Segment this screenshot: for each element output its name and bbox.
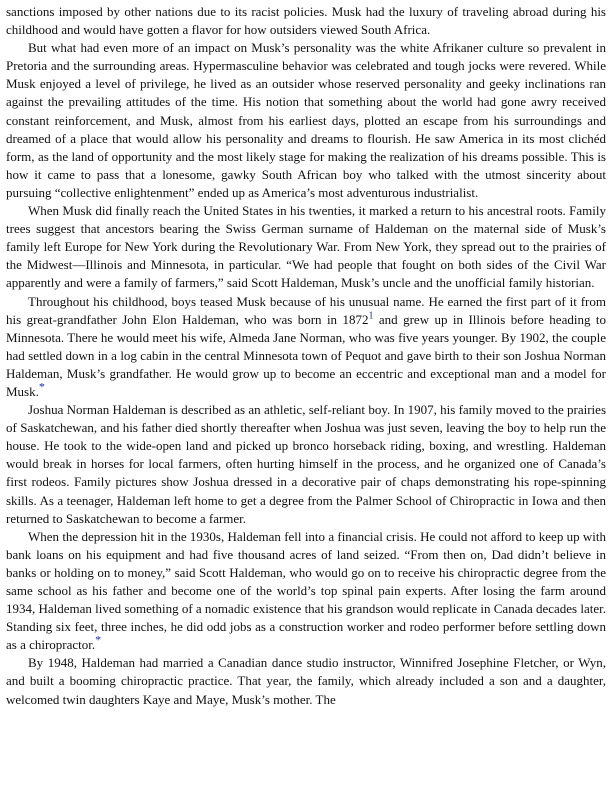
paragraph (6, 3, 606, 39)
paragraph-text: By 1948, Haldeman had married a Canadian dance studio instructor, Winnifred Josephine Fletcher, or Wyn, and built a booming chiropractic practice. That year, the family, which already included a son and a daughter, welcomed twin daughters Kaye and Maye, Musk’s mother. The (6, 655, 606, 707)
paragraph-text: Joshua Norman Haldeman is described as an athletic, self-reliant boy. In 1907, his family moved to the prairies of Saskatchewan, and his father died shortly thereafter when Joshua was just seven, leaving the boy to help run the house. He took to the wide-open land and picked up bronco horseback riding, boxing, and wrestling. Haldeman would break in horses for local farmers, often hurting himself in the process, and he organized one of Canada’s first rodeos. Family pictures show Joshua dressed in a decorative pair of chaps demonstrating his rope-spinning skills. As a teenager, Haldeman left home to get a degree from the Palmer School of Chiropractic in Iowa and then returned to Saskatchewan to become a farmer. (6, 402, 606, 526)
footnote-link[interactable]: 1 (368, 310, 374, 322)
paragraph-text: When Musk did finally reach the United States in his twenties, it marked a return to his ancestral roots. Family trees suggest that ancestors bearing the Swiss German surname of Haldeman on the maternal side of Musk’s family left Europe for New York during the Revolutionary War. From New York, they spread out to the prairies of the Midwest—Illinois and Minnesota, in particular. “We had people that fought on both sides of the Civil War apparently and were a family of farmers,” said Scott Haldeman, Musk’s uncle and the unofficial family historian. (6, 203, 606, 291)
paragraph (6, 39, 606, 202)
paragraph (6, 401, 606, 528)
paragraph-text: But what had even more of an impact on Musk’s personality was the white Afrikaner culture so prevalent in Pretoria and the surrounding areas. Hypermasculine behavior was celebrated and tough jocks were revered. While Musk enjoyed a level of privilege, he lived as an outsider whose reserved personality and geeky inclinations ran against the prevailing attitudes of the time. His notion that something about the world had gone awry received constant reinforcement, and Musk, almost from his earliest days, plotted an escape from his surroundings and dreamed of a place that would allow his personality and dreams to flourish. He saw America in its most clichéd form, as the land of opportunity and the most likely stage for making the realization of his dreams possible. This is how it came to pass that a lonesome, gawky South African boy who talked with the utmost sincerity about pursuing “collective enlightenment” ended up as America’s most adventurous industrialist. (6, 40, 606, 200)
book-page (6, 3, 606, 709)
note-marker-link[interactable]: * (38, 379, 45, 394)
note-marker-link[interactable]: * (95, 632, 102, 647)
paragraph-text: sanctions imposed by other nations due to its racist policies. Musk had the luxury of traveling abroad during his childhood and would have gotten a flavor for how outsiders viewed South Africa. (6, 4, 606, 38)
paragraph (6, 654, 606, 708)
paragraph-text: When the depression hit in the 1930s, Haldeman fell into a financial crisis. He could not afford to keep up with bank loans on his equipment and had five thousand acres of land seized. “From then on, Dad didn’t believe in banks or holding on to money,” said Scott Haldeman, who would go on to receive his chiropractic degree from the same school as his father and become one of the world’s top spinal pain experts. After losing the farm around 1934, Haldeman lived something of a nomadic existence that his grandson would replicate in Canada decades later. Standing six feet, three inches, he did odd jobs as a construction worker and rodeo performer before settling down as a chiropractor. (6, 528, 606, 653)
paragraph (6, 293, 606, 402)
paragraph (6, 528, 606, 655)
paragraph-text: and grew up in Illinois before heading to Minnesota. There he would meet his wife, Almeda Jane Norman, who was five years younger. By 1902, the couple had settled down in a log cabin in the central Minnesota town of Pequot and gave birth to their son Joshua Norman Haldeman, Musk’s grandfather. He would grow up to become an eccentric and exceptional man and a model for Musk. (6, 311, 606, 399)
paragraph (6, 202, 606, 292)
paragraph-text: Throughout his childhood, boys teased Musk because of his unusual name. He earned the first part of it from his great-grandfather John Elon Haldeman, who was born in 1872 (6, 293, 606, 327)
